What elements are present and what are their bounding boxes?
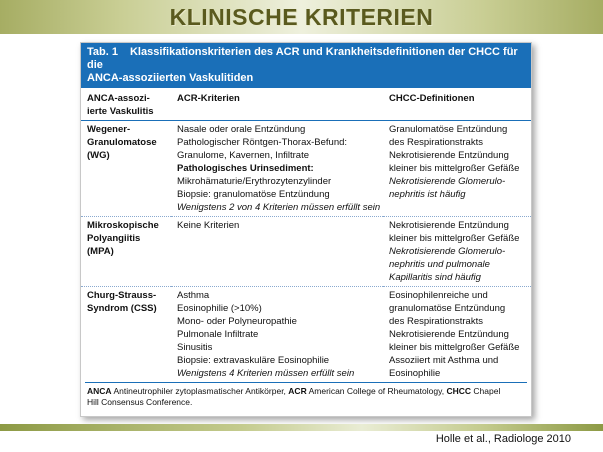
acr-criteria-mpa: Keine Kriterien [177,220,240,231]
bottom-decorative-band [0,424,603,431]
header-acr: ACR-Kriterien [177,93,240,104]
table-card [80,42,532,417]
header-chcc: CHCC-Definitionen [389,93,475,104]
caption-line-2: ANCA-assoziierten Vaskulitiden [87,72,254,84]
table-header-row [81,88,531,121]
table-row [81,287,531,383]
table-row [81,217,531,287]
acr-criteria-wg: Nasale oder orale Entzündung Pathologischer Röntgen-Thorax-Befund: Granulome, Kavernen, Infiltrate Pathologisches Urinsediment: Mikrohämaturie/Erythrozytenzylinder Biopsie: granulomatöse Entzündung Wenigstens 2 von 4 Kriterien müssen erfüllt sein [177,124,381,213]
row-name-wg: Wegener- Granulomatose (WG) [87,124,157,161]
table-footnote: ANCA Antineutrophiler zytoplasmatischer Antikörper, ACR American College of Rheumatology, CHCC Chapel Hill Consensus Conference. [85,382,527,408]
row-name-css: Churg-Strauss- Syndrom (CSS) [87,290,157,314]
caption-line-1: Klassifikationskriterien des ACR und Krankheitsdefinitionen der CHCC für die [87,46,518,71]
chcc-definition-css: Eosinophilenreiche und granulomatöse Entzündung des Respirationstrakts Nekrotisierende Entzündung kleiner bis mittelgroßer Gefäße Assoziiert mit Asthma und Eosinophilie [389,290,520,379]
chcc-definition-mpa: Nekrotisierende Entzündung kleiner bis mittelgroßer Gefäße Nekrotisierende Glomerulo- nephritis und pulmonale Kapillaritis sind häufig [389,220,520,283]
chcc-definition-wg: Granulomatöse Entzündung des Respirationstrakts Nekrotisierende Entzündung kleiner bis mittelgroßer Gefäße Nekrotisierende Glomerulo- nephritis ist häufig [389,124,520,200]
table-row [81,121,531,217]
row-name-mpa: Mikroskopische Polyangiitis (MPA) [87,220,159,257]
header-vasculitis: ANCA-assozi- ierte Vaskulitis [87,93,154,117]
table-number: Tab. 1 [87,46,118,58]
acr-criteria-css: Asthma Eosinophilie (>10%) Mono- oder Polyneuropathie Pulmonale Infiltrate Sinusitis Biopsie: extravaskuläre Eosinophilie Wenigstens 4 Kriterien müssen erfüllt sein [177,290,355,379]
table-caption [81,43,531,88]
citation: Holle et al., Radiologe 2010 [435,433,571,445]
slide-title: KLINISCHE KRITERIEN [169,4,434,30]
criteria-table [81,88,531,382]
